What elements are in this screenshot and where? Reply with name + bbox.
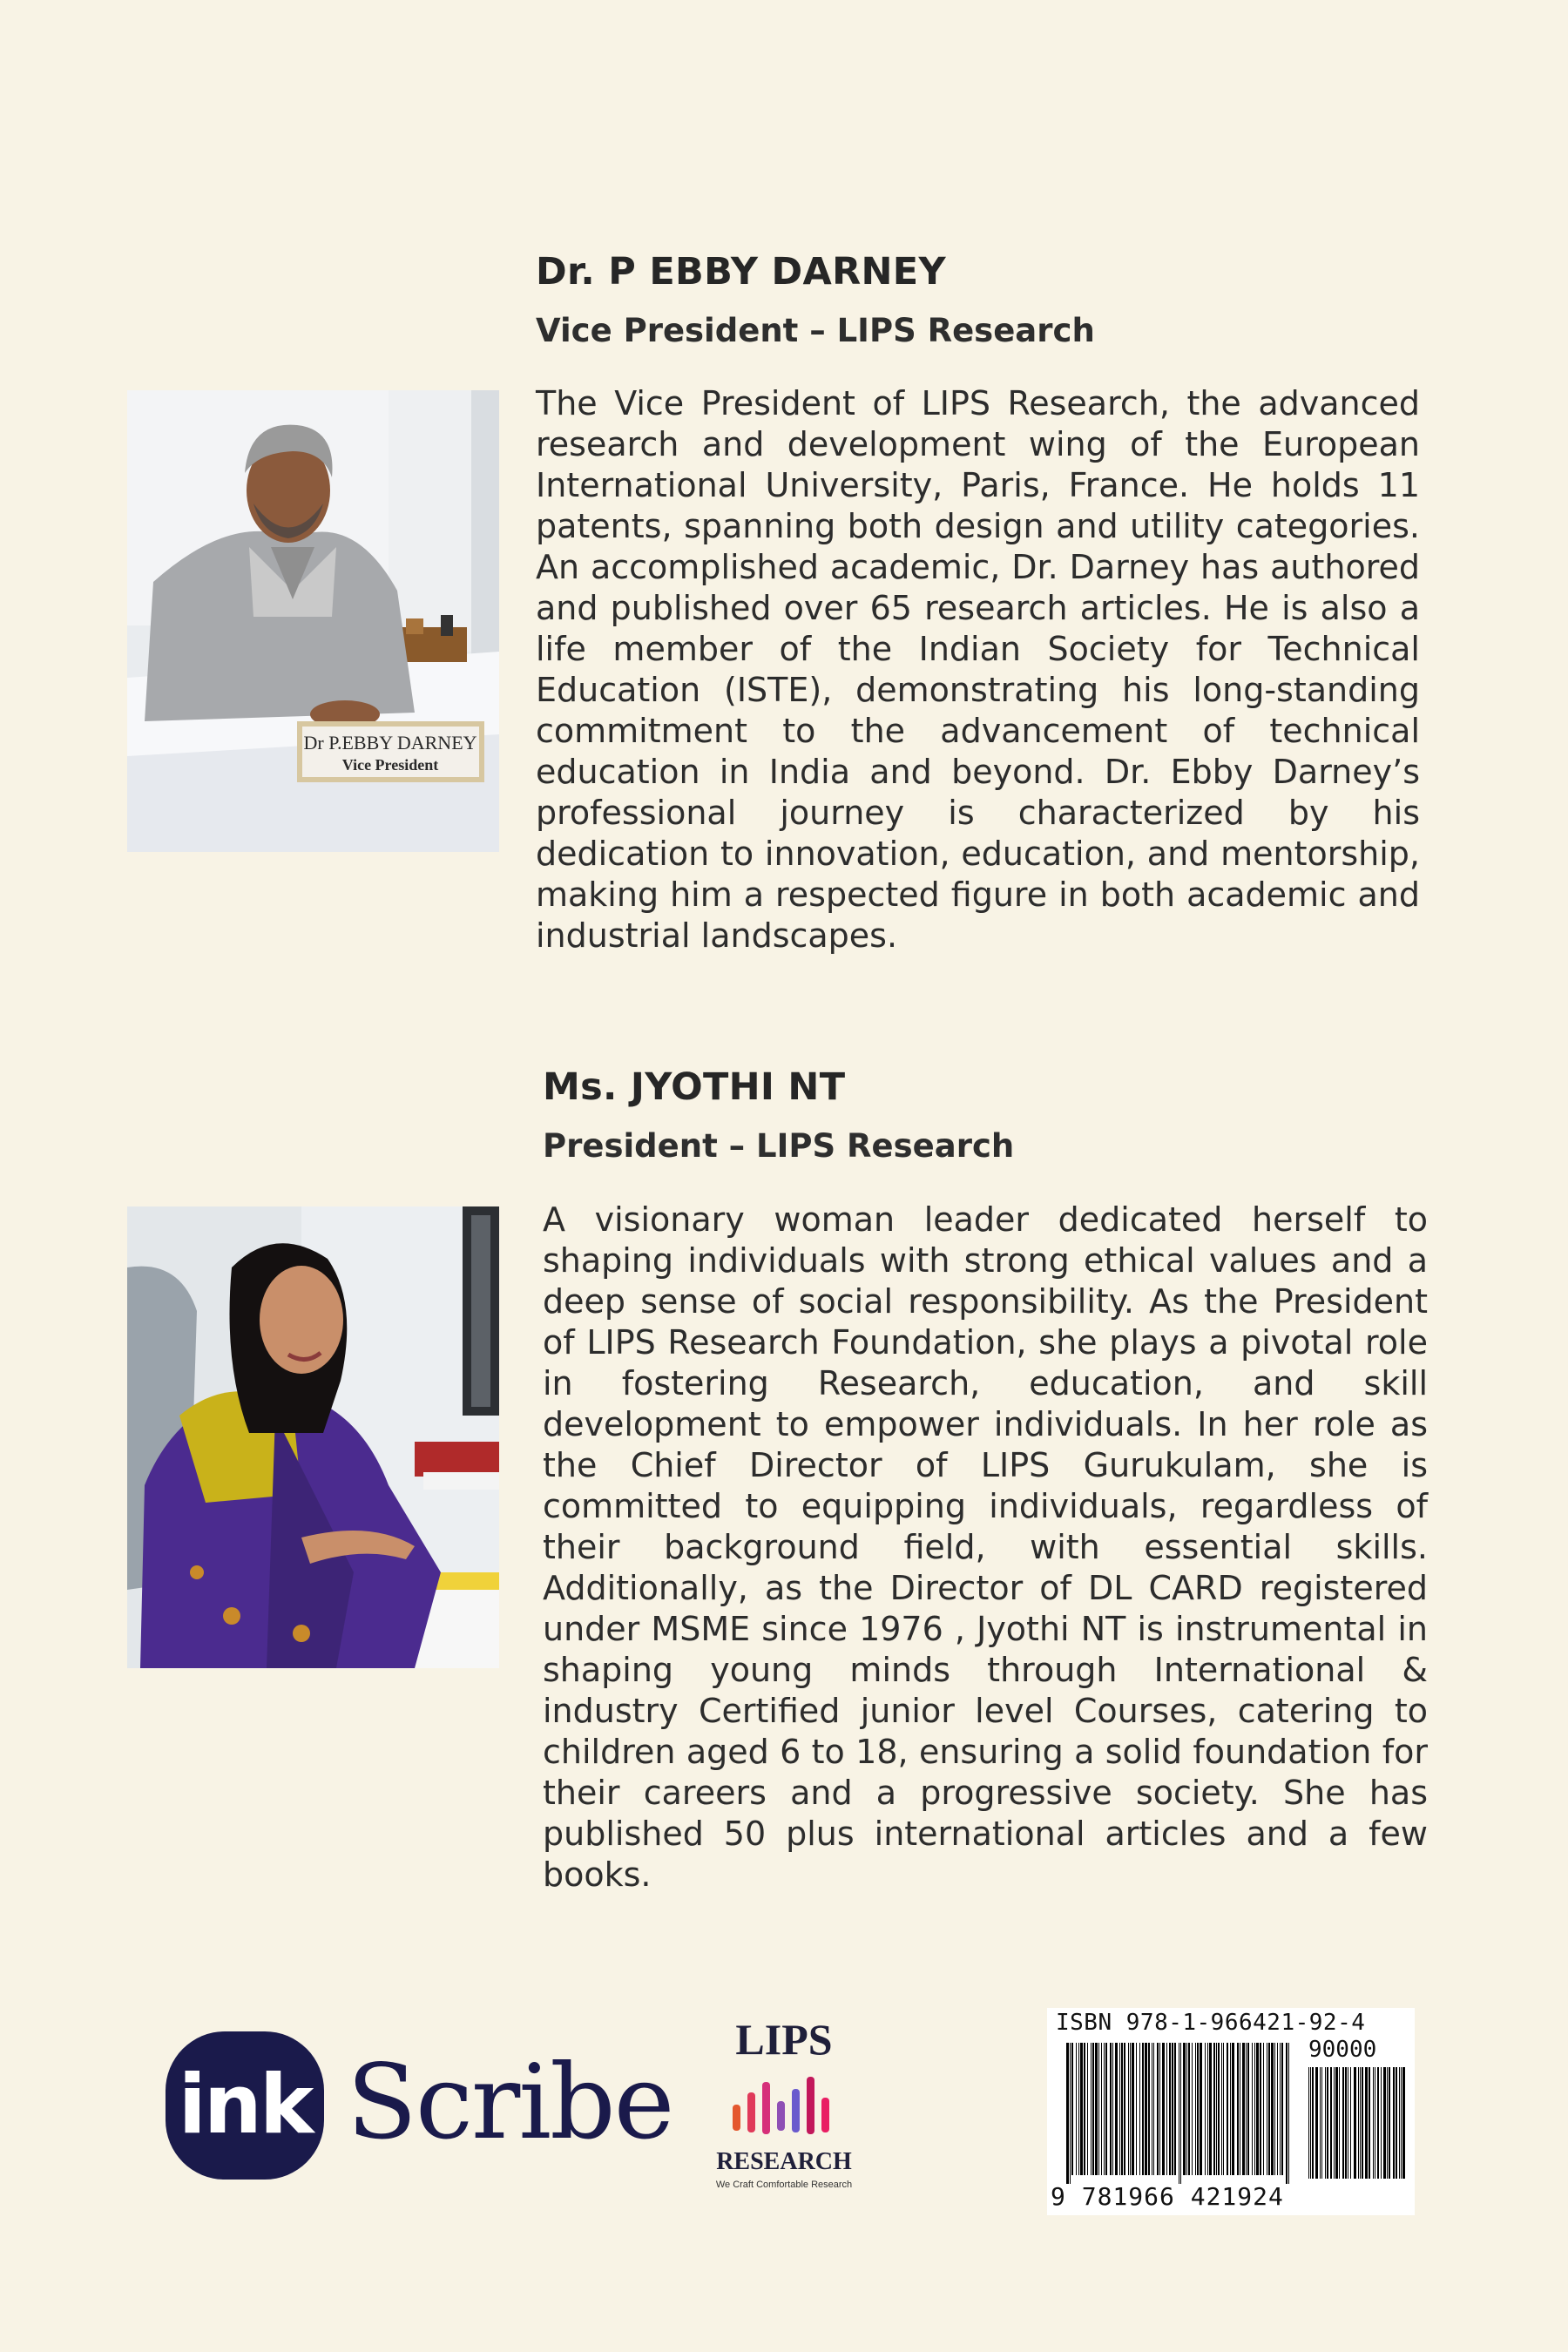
barcode-bar — [1159, 2043, 1160, 2175]
barcode-bar — [1104, 2043, 1105, 2175]
barcode-bar — [1242, 2043, 1245, 2175]
barcode-bar — [1139, 2043, 1140, 2175]
barcode-bar — [1110, 2043, 1112, 2175]
barcode-bar — [1136, 2043, 1137, 2175]
barcode-bar — [1105, 2043, 1107, 2175]
barcode-bar — [1280, 2043, 1281, 2175]
person2-name: Ms. JYOTHI NT — [543, 1065, 846, 1109]
barcode-addon-bar — [1362, 2067, 1363, 2179]
barcode-bar — [1071, 2043, 1073, 2175]
barcode-addon-bar — [1360, 2067, 1361, 2179]
barcode-bar — [1087, 2043, 1088, 2175]
barcode-bar — [1098, 2043, 1099, 2175]
barcode-bar — [1092, 2043, 1094, 2175]
barcode-addon-bar — [1389, 2067, 1390, 2179]
barcode-addon-bar — [1342, 2067, 1344, 2179]
barcode-bar — [1237, 2043, 1239, 2175]
barcode-bar — [1260, 2043, 1261, 2175]
barcode-bar — [1268, 2043, 1270, 2175]
barcode-addon-bar — [1310, 2067, 1311, 2179]
barcode-bar — [1232, 2043, 1234, 2175]
barcode-addon-bar — [1320, 2067, 1321, 2179]
barcode-bar — [1101, 2043, 1102, 2175]
person1-photo — [127, 390, 499, 852]
person2-photo — [127, 1206, 499, 1668]
barcode-bar — [1162, 2043, 1165, 2175]
barcode-bar — [1084, 2043, 1085, 2175]
barcode-bar — [1286, 2043, 1288, 2184]
person1-name: Dr. P EBBY DARNEY — [536, 250, 946, 294]
isbn-barcode — [1047, 2008, 1415, 2215]
barcode-bar — [1145, 2043, 1147, 2175]
barcode-addon-bar — [1339, 2067, 1340, 2179]
barcode-addon-bar — [1401, 2067, 1402, 2179]
barcode-bar — [1197, 2043, 1199, 2175]
barcode-bar — [1124, 2043, 1125, 2175]
lips-title: LIPS — [735, 2015, 833, 2064]
barcode-addon-bar — [1334, 2067, 1335, 2179]
scribe-wordmark: Scribe — [347, 2042, 673, 2162]
barcode-bar — [1174, 2043, 1176, 2175]
barcode-bar — [1066, 2043, 1069, 2184]
barcode-bar — [1188, 2043, 1190, 2175]
barcode-bar — [1091, 2043, 1092, 2175]
barcode-bar — [1183, 2043, 1186, 2175]
barcode-bar — [1169, 2043, 1171, 2175]
barcode-addon-bar — [1358, 2067, 1359, 2179]
barcode-bar — [1218, 2043, 1220, 2175]
barcode-addon-bar — [1402, 2067, 1405, 2179]
barcode-bar — [1247, 2043, 1249, 2175]
barcode-bar — [1221, 2043, 1222, 2175]
lips-tagline: We Craft Comfortable Research — [715, 2180, 853, 2190]
barcode-addon-bar — [1315, 2067, 1318, 2179]
barcode-bar — [1130, 2043, 1131, 2175]
barcode-addon-bar — [1350, 2067, 1351, 2179]
barcode-addon-bar — [1330, 2067, 1332, 2179]
barcode-addon-bar — [1383, 2067, 1386, 2179]
person2-bio: A visionary woman leader dedicated herself to shaping individuals with strong ethical values and a deep sense of social responsibility. As the President of LIPS Research Foundation, she plays a pivotal role in fostering Research, education, and skill development to empower individuals. In her role as the Chief Director of LIPS Gurukulam, she is committed to equipping individuals, regardless of their background field, with essential skills. Additionally, as the Director of DL CARD registered under MSME since 1976 , Jyothi NT is instrumental in shaping young minds through International & industry Certified junior level Courses, catering to children aged 6 to 18, ensuring a solid foundation for their careers and a progressive society. She has published 50 plus international articles and a few books. — [543, 1200, 1428, 1894]
barcode-bar — [1205, 2043, 1206, 2175]
barcode-bar — [1172, 2043, 1173, 2175]
person1-bio: The Vice President of LIPS Research, the advanced research and development wing of the European International University, Paris, France. He holds 11 patents, spanning both design and utility categories. An accomplished academic, Dr. Darney has authored and published over 65 research articles. He is also a life member of the Indian Society for Technical Education (ISTE), demonstrating his long-standing commitment to the advancement of technical education in India and beyond. Dr. Ebby Darney’s professional journey is characterized by his dedication to innovation, education, and mentorship, making him a respected figure in both academic and industrial landscapes. — [536, 384, 1420, 955]
barcode-bar — [1080, 2043, 1083, 2175]
lips-bars-icon — [697, 2066, 871, 2145]
barcode-bar — [1095, 2043, 1098, 2175]
barcode-bar — [1195, 2043, 1196, 2175]
barcode-addon-bar — [1377, 2067, 1379, 2179]
barcode-bar — [1121, 2043, 1123, 2175]
barcode-addon-bar — [1365, 2067, 1368, 2179]
barcode-bar — [1070, 2043, 1071, 2184]
barcode-bar — [1076, 2043, 1077, 2175]
barcode-bar — [1166, 2043, 1167, 2175]
barcode-bar — [1274, 2043, 1275, 2175]
barcode-bar — [1153, 2043, 1154, 2175]
ean-digits: 9 781966 421924 — [1051, 2182, 1284, 2211]
barcode-addon-bar — [1335, 2067, 1338, 2179]
barcode-bar — [1112, 2043, 1113, 2175]
barcode-bar — [1213, 2043, 1215, 2175]
isbn-number: ISBN 978-1-966421-92-4 — [1056, 2010, 1366, 2036]
barcode-bar — [1207, 2043, 1208, 2175]
barcode-addon-bar — [1387, 2067, 1388, 2179]
barcode-addon-bar — [1381, 2067, 1382, 2179]
barcode-bar — [1230, 2043, 1231, 2175]
barcode-bar — [1223, 2043, 1224, 2175]
barcode-addon-bar — [1325, 2067, 1326, 2179]
barcode-addon-bar — [1308, 2067, 1309, 2179]
barcode-bar — [1200, 2043, 1202, 2175]
barcode-bar — [1216, 2043, 1217, 2175]
barcode-bar — [1277, 2043, 1278, 2175]
barcode-addon-bar — [1345, 2067, 1347, 2179]
lips-research-logo — [697, 2014, 871, 2201]
inkscribe-logo — [166, 2030, 673, 2182]
barcode-addon-bar — [1369, 2067, 1370, 2179]
barcode-bar — [1288, 2043, 1289, 2184]
barcode-bar — [1078, 2043, 1079, 2175]
nameplate-line2: Vice President — [341, 756, 439, 774]
ink-badge: ink — [166, 2031, 324, 2180]
barcode-bar — [1148, 2043, 1150, 2175]
barcode-bar — [1281, 2043, 1283, 2175]
barcode-addon-bar — [1373, 2067, 1374, 2179]
barcode-bar — [1132, 2043, 1134, 2175]
barcode-addon-bar — [1312, 2067, 1314, 2179]
person2-role: President – LIPS Research — [543, 1127, 1015, 1165]
barcode-bar — [1254, 2043, 1255, 2175]
lips-research-label: RESEARCH — [716, 2148, 852, 2175]
barcode-bar — [1256, 2043, 1259, 2175]
barcode-bar — [1192, 2043, 1193, 2175]
barcode-bar — [1186, 2043, 1187, 2175]
barcode-addon-bar — [1354, 2067, 1356, 2179]
barcode-bar — [1271, 2043, 1274, 2175]
price-addon: 90000 — [1308, 2037, 1377, 2063]
barcode-bar — [1252, 2043, 1253, 2175]
barcode-addon-bar — [1327, 2067, 1328, 2179]
barcode-bar — [1157, 2043, 1159, 2175]
barcode-bar — [1227, 2043, 1228, 2175]
barcode-bar — [1246, 2043, 1247, 2175]
barcode-addon-bar — [1399, 2067, 1400, 2179]
barcode-addon-bar — [1393, 2067, 1395, 2179]
barcode-addon-bar — [1396, 2067, 1397, 2179]
person1-role: Vice President – LIPS Research — [536, 312, 1095, 349]
barcode-bar — [1180, 2043, 1181, 2184]
barcode-bar — [1128, 2043, 1129, 2175]
nameplate-line1: Dr P.EBBY DARNEY — [303, 732, 477, 754]
barcode-bar — [1142, 2043, 1144, 2175]
barcode-bar — [1119, 2043, 1120, 2175]
barcode-bar — [1115, 2043, 1118, 2175]
barcode-bar — [1209, 2043, 1212, 2175]
barcode-bar — [1263, 2043, 1264, 2175]
barcode-addon-bar — [1321, 2067, 1322, 2179]
